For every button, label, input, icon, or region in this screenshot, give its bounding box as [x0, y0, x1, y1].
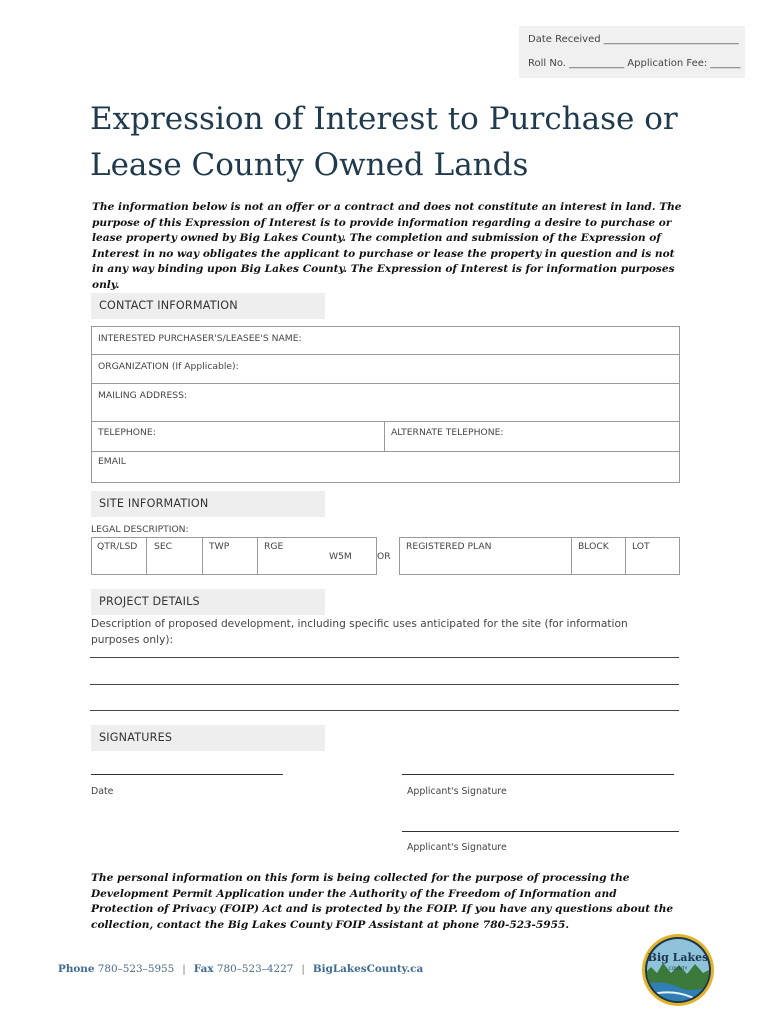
- legal-land-divider: [146, 537, 147, 575]
- block-cell[interactable]: BLOCK: [578, 541, 609, 552]
- or-label: OR: [377, 551, 391, 562]
- date-label: Date: [91, 786, 114, 797]
- contact-divider: [91, 421, 680, 422]
- registered-plan-cell[interactable]: REGISTERED PLAN: [406, 541, 492, 552]
- contact-section-heading: CONTACT INFORMATION: [91, 293, 325, 319]
- contact-divider: [91, 451, 680, 452]
- office-use-box: [519, 26, 745, 78]
- sec-cell[interactable]: SEC: [154, 541, 173, 552]
- contact-divider: [384, 421, 385, 451]
- organization-field[interactable]: ORGANIZATION (If Applicable):: [98, 361, 239, 372]
- phone-label: Phone: [58, 963, 95, 975]
- footer-separator: |: [301, 963, 305, 975]
- plan-divider: [571, 537, 572, 575]
- project-description-line[interactable]: [90, 710, 679, 711]
- page-title: Expression of Interest to Purchase or Lease County Owned Lands: [90, 101, 678, 183]
- alternate-telephone-field[interactable]: ALTERNATE TELEPHONE:: [391, 427, 504, 438]
- website-link[interactable]: BigLakesCounty.ca: [312, 963, 424, 975]
- phone-number: 780–523–5955: [97, 963, 175, 975]
- intro-disclaimer: The information below is not an offer or a contract and does not constitute an interest in land. The purpose of this Expression of Interest is to provide information regarding a desire to purchase or lease property owned by Big Lakes County. The completion and submission of the Expression of Interest in no way obligates the applicant to purchase or lease the property in question and is not in any way binding upon Big Lakes County. The Expression of Interest is for information purposes only.: [92, 201, 682, 291]
- roll-fee-field: Roll No. ___________ Application Fee: ______: [528, 58, 741, 69]
- legal-land-divider: [202, 537, 203, 575]
- contact-divider: [91, 354, 680, 355]
- fax-number: 780–523–4227: [216, 963, 294, 975]
- site-section-heading: SITE INFORMATION: [91, 491, 325, 517]
- project-description-line[interactable]: [90, 684, 679, 685]
- purchaser-name-field[interactable]: INTERESTED PURCHASER'S/LEASEE'S NAME:: [98, 333, 302, 344]
- email-field[interactable]: EMAIL: [98, 456, 126, 467]
- applicant-signature-label-2: Applicant's Signature: [407, 842, 507, 853]
- telephone-field[interactable]: TELEPHONE:: [98, 427, 156, 438]
- legal-description-label: LEGAL DESCRIPTION:: [91, 524, 189, 535]
- plan-divider: [625, 537, 626, 575]
- applicant-signature-line-2[interactable]: [402, 831, 679, 832]
- qtr-lsd-cell[interactable]: QTR/LSD: [97, 541, 138, 552]
- meridian-label: W5M: [329, 551, 352, 562]
- project-description-prompt: Description of proposed development, including specific uses anticipated for the site (for information purposes only):: [91, 618, 628, 646]
- big-lakes-county-logo: [641, 933, 715, 1007]
- twp-cell[interactable]: TWP: [209, 541, 230, 552]
- fax-label: Fax: [193, 963, 214, 975]
- logo-subtext: COUNTY: [668, 967, 688, 972]
- mailing-address-field[interactable]: MAILING ADDRESS:: [98, 390, 188, 401]
- rge-cell[interactable]: RGE: [264, 541, 284, 552]
- logo-text: Big Lakes: [647, 951, 709, 964]
- applicant-signature-label: Applicant's Signature: [407, 786, 507, 797]
- project-section-heading: PROJECT DETAILS: [91, 589, 325, 615]
- signatures-section-heading: SIGNATURES: [91, 725, 325, 751]
- lot-cell[interactable]: LOT: [632, 541, 650, 552]
- date-signature-line[interactable]: [91, 774, 283, 775]
- project-description-line[interactable]: [90, 657, 679, 658]
- contact-divider: [91, 383, 680, 384]
- footer-contact: [58, 963, 423, 975]
- footer-separator: |: [182, 963, 186, 975]
- foip-notice: The personal information on this form is being collected for the purpose of processing the Development Permit Application under the Authority of the Freedom of Information and Protection of Privacy (FOIP) Act and is protected by the FOIP. If you have any questions about the collection, contact the Big Lakes County FOIP Assistant at phone 780-523-5955.: [91, 872, 674, 931]
- contact-table: [91, 326, 680, 483]
- legal-land-divider: [257, 537, 258, 575]
- date-received-field: Date Received ___________________________: [528, 34, 739, 45]
- applicant-signature-line[interactable]: [402, 774, 674, 775]
